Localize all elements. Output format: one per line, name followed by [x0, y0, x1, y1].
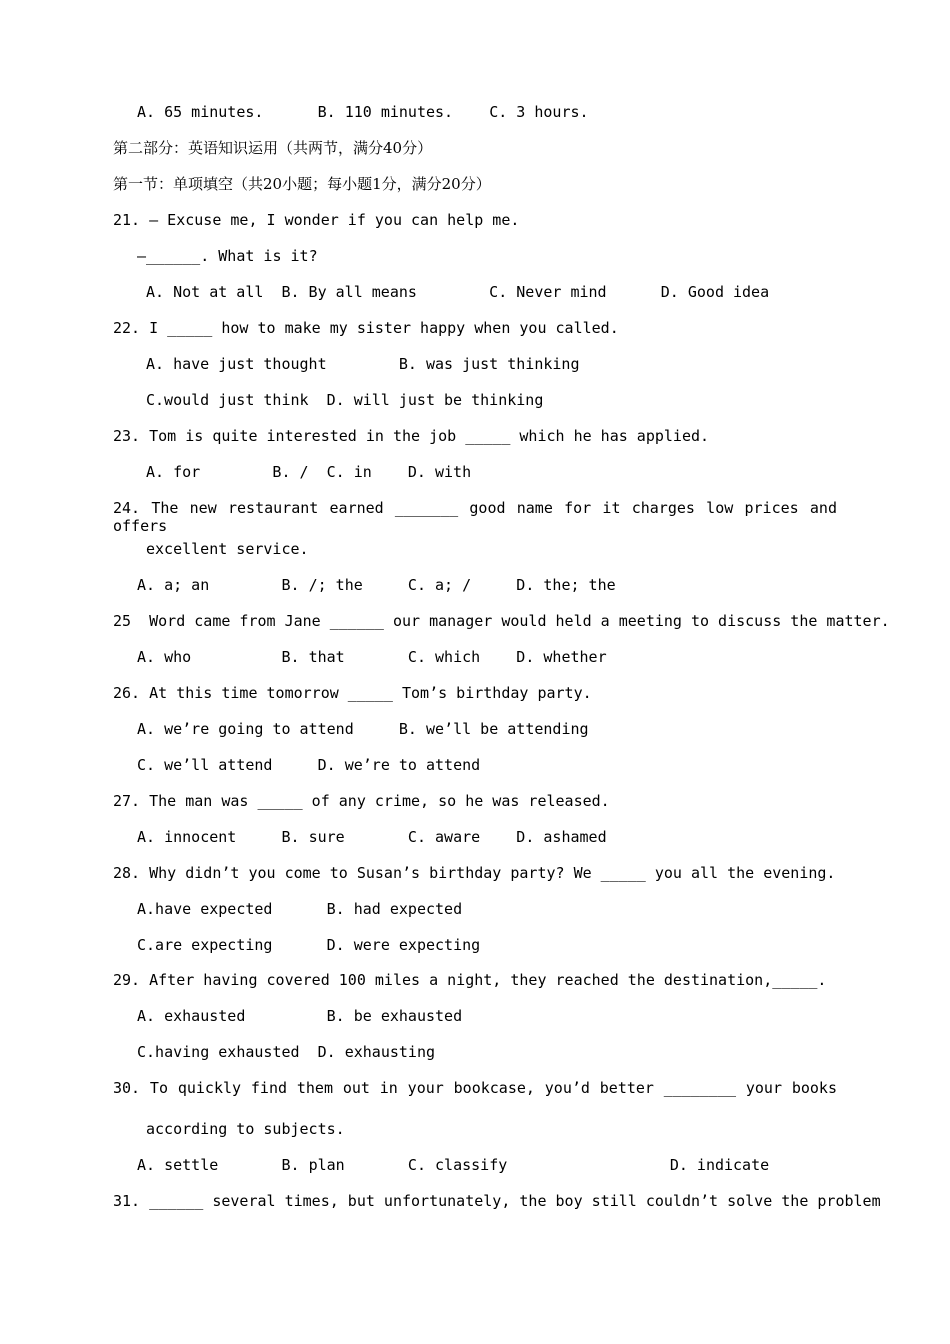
q28-options-cd: C.are expecting D. were expecting: [137, 936, 481, 954]
q29-options-ab: A. exhausted B. be exhausted: [137, 1007, 463, 1025]
q22-options-cd: C.would just think D. will just be thinking: [146, 391, 544, 409]
q25-options: A. who B. that C. which D. whether: [137, 648, 607, 666]
q31-stem: 31. ______ several times, but unfortunately, the boy still couldn’t solve the problem: [113, 1192, 881, 1210]
part-two-heading: 第二部分：英语知识运用（共两节，满分40分）: [113, 139, 433, 157]
q29-stem: 29. After having covered 100 miles a night, they reached the destination,_____.: [113, 971, 827, 989]
q30-options: A. settle B. plan C. classify D. indicate: [137, 1156, 770, 1174]
q26-stem: 26. At this time tomorrow _____ Tom’s birthday party.: [113, 684, 592, 702]
q25-stem: 25 Word came from Jane ______ our manager would held a meeting to discuss the matter.: [113, 612, 890, 630]
q24-stem: 24. The new restaurant earned _______ good name for it charges low prices and offers: [113, 499, 837, 535]
section-one-heading: 第一节：单项填空（共20小题；每小题1分，满分20分）: [113, 175, 491, 193]
q26-options-cd: C. we’ll attend D. we’re to attend: [137, 756, 481, 774]
q21-options: A. Not at all B. By all means C. Never mind D. Good idea: [146, 283, 770, 301]
q23-stem: 23. Tom is quite interested in the job _____ which he has applied.: [113, 427, 710, 445]
q21-stem: 21. — Excuse me, I wonder if you can help me.: [113, 211, 520, 229]
q27-options: A. innocent B. sure C. aware D. ashamed: [137, 828, 607, 846]
q22-stem: 22. I _____ how to make my sister happy when you called.: [113, 319, 619, 337]
q29-options-cd: C.having exhausted D. exhausting: [137, 1043, 436, 1061]
q30-stem: 30. To quickly find them out in your bookcase, you’d better ________ your books: [113, 1079, 837, 1097]
q20-options: A. 65 minutes. B. 110 minutes. C. 3 hours.: [137, 103, 589, 121]
q30-stem-continued: according to subjects.: [146, 1120, 345, 1138]
q27-stem: 27. The man was _____ of any crime, so he was released.: [113, 792, 610, 810]
q24-stem-continued: excellent service.: [146, 540, 309, 558]
q23-options: A. for B. / C. in D. with: [146, 463, 472, 481]
q24-options: A. a; an B. /; the C. a; / D. the; the: [137, 576, 616, 594]
q22-options-ab: A. have just thought B. was just thinking: [146, 355, 580, 373]
q28-stem: 28. Why didn’t you come to Susan’s birthday party? We _____ you all the evening.: [113, 864, 836, 882]
q26-options-ab: A. we’re going to attend B. we’ll be attending: [137, 720, 589, 738]
q21-reply: —______. What is it?: [137, 247, 318, 265]
q28-options-ab: A.have expected B. had expected: [137, 900, 463, 918]
